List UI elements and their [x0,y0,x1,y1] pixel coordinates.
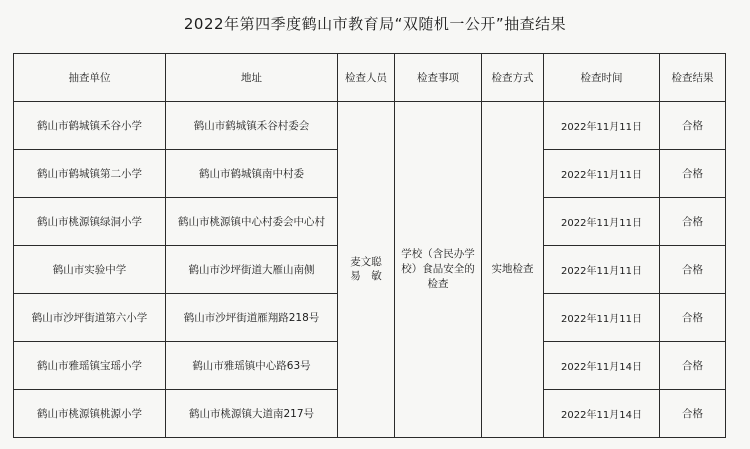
cell-address: 鹤山市雅瑶镇中心路63号 [166,342,338,390]
cell-result: 合格 [660,198,726,246]
cell-result: 合格 [660,150,726,198]
header-item: 检查事项 [395,54,482,102]
table-row [14,102,726,150]
cell-method: 实地检查 [482,102,544,438]
cell-date: 2022年11月11日 [544,246,660,294]
cell-unit: 鹤山市鹤城镇第二小学 [14,150,166,198]
inspector-name: 麦文聪 [350,255,382,268]
cell-date: 2022年11月11日 [544,102,660,150]
header-method: 检查方式 [482,54,544,102]
cell-result: 合格 [660,342,726,390]
cell-result: 合格 [660,390,726,438]
cell-unit: 鹤山市桃源镇桃源小学 [14,390,166,438]
cell-result: 合格 [660,102,726,150]
table-header-row [14,54,726,102]
cell-unit: 鹤山市桃源镇绿洞小学 [14,198,166,246]
cell-address: 鹤山市鹤城镇南中村委 [166,150,338,198]
cell-date: 2022年11月14日 [544,342,660,390]
cell-unit: 鹤山市沙坪街道第六小学 [14,294,166,342]
cell-address: 鹤山市桃源镇中心村委会中心村 [166,198,338,246]
page-title: 2022年第四季度鹤山市教育局“双随机一公开”抽查结果 [183,15,567,33]
cell-date: 2022年11月11日 [544,198,660,246]
header-unit: 抽查单位 [14,54,166,102]
cell-date: 2022年11月11日 [544,150,660,198]
results-table [13,53,726,438]
cell-address: 鹤山市沙坪街道雁翔路218号 [166,294,338,342]
header-time: 检查时间 [544,54,660,102]
inspector-name: 易 敏 [350,269,382,282]
header-inspectors: 检查人员 [338,54,395,102]
cell-address: 鹤山市桃源镇大道南217号 [166,390,338,438]
cell-unit: 鹤山市鹤城镇禾谷小学 [14,102,166,150]
header-address: 地址 [166,54,338,102]
header-result: 检查结果 [660,54,726,102]
cell-date: 2022年11月14日 [544,390,660,438]
cell-date: 2022年11月11日 [544,294,660,342]
cell-unit: 鹤山市雅瑶镇宝瑶小学 [14,342,166,390]
cell-item: 学校（含民办学校）食品安全的检查 [395,102,482,438]
cell-address: 鹤山市沙坪街道大雁山南侧 [166,246,338,294]
cell-result: 合格 [660,246,726,294]
cell-address: 鹤山市鹤城镇禾谷村委会 [166,102,338,150]
cell-unit: 鹤山市实验中学 [14,246,166,294]
cell-inspectors [338,102,395,438]
cell-result: 合格 [660,294,726,342]
